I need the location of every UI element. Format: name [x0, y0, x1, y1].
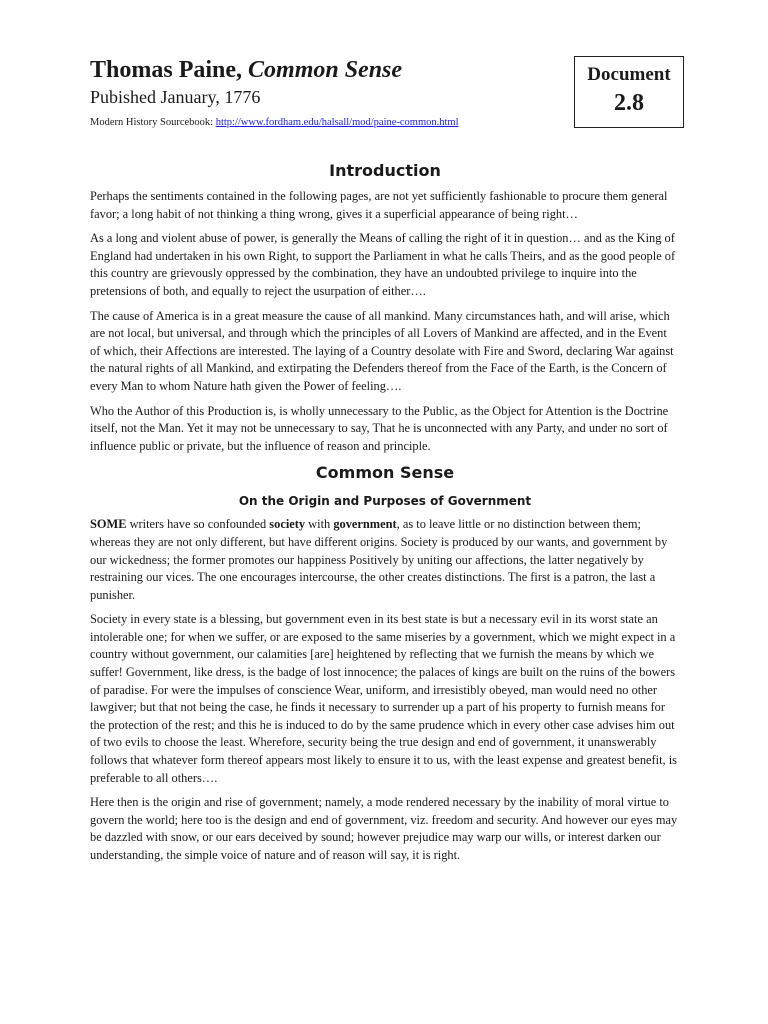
- society-term: society: [269, 517, 306, 532]
- work-title: Common Sense: [248, 57, 403, 83]
- p1-text-b: with: [305, 517, 334, 532]
- document-number-box: [574, 56, 684, 128]
- source-link[interactable]: http://www.fordham.edu/halsall/mod/paine-common.html: [215, 117, 459, 128]
- intro-paragraph-2: As a long and violent abuse of power, is generally the Means of calling the right of it in question… and as the King of England had undertaken in his own Right, to support the Parliament in what he calls Theirs, and as the good people of this country are grievously oppressed by the combination, they have an undoubted privilege to inquire into the pretensions of both, and equally to reject the usurpation of either….: [90, 231, 676, 298]
- source-line: [90, 116, 550, 130]
- introduction-heading: Introduction: [329, 161, 441, 180]
- common-sense-heading: Common Sense: [315, 463, 455, 483]
- published-date: Pubished January, 1776: [90, 87, 261, 107]
- document-body: [90, 160, 680, 872]
- intro-paragraph-3: The cause of America is in a great measure the cause of all mankind. Many circumstances hath, and will arise, which are not local, but universal, and through which the principles of all Lovers of Mankind are affected, and in the Event of which, their Affections are interested. The laying of a Country desolate with Fire and Sword, declaring War against the natural rights of all Mankind, and extirpating the Defenders thereof from the Face of the Earth, is the Concern of every Man to whom Nature hath given the Power of feeling….: [90, 308, 674, 393]
- common-sense-paragraph-1: [90, 516, 680, 604]
- document-number: 2.8: [614, 90, 644, 116]
- origin-subheading: On the Origin and Purposes of Government: [238, 494, 532, 509]
- government-term: government: [333, 517, 397, 532]
- author-name: Thomas Paine,: [90, 57, 249, 83]
- document-label: Document: [587, 64, 671, 85]
- common-sense-paragraph-2: Society in every state is a blessing, but government even in its best state is but a necessary evil in its worst state an intolerable one; for when we suffer, or are exposed to the same miseries by a government, which we might expect in a country without government, our calamities [are] heightened by reflecting that we furnish the means by which we suffer! Government, like dress, is the badge of lost innocence; the palaces of kings are built on the ruins of the bowers of paradise. For were the impulses of conscience Wear, uniform, and irresistibly obeyed, man would need no other lawgiver; but that not being the case, he finds it necessary to surrender up a part of his property to furnish means for the protection of the rest; and this he is induced to do by the same prudence which in every other case advises him out of two evils to choose the least. Wherefore, security being the true design and end of government, it unanswerably follows that whatever form thereof appears most likely to ensure it to us, with the least expense and greatest benefit, is preferable to all others….: [90, 612, 678, 785]
- document-title: [90, 56, 550, 84]
- lead-word: SOME: [90, 517, 127, 532]
- common-sense-paragraph-3: Here then is the origin and rise of government; namely, a mode rendered necessary by the inability of moral virtue to govern the world; here too is the design and end of government, viz. freedom and security. And however our eyes may be dazzled with snow, or our ears deceived by sound; however prejudice may warp our wills, or interest darken our understanding, the simple voice of nature and of reason will say, it is right.: [90, 795, 678, 862]
- intro-paragraph-1: Perhaps the sentiments contained in the following pages, are not yet sufficiently fashionable to procure them general favor; a long habit of not thinking a thing wrong, gives it a superficial appearance of being right…: [90, 189, 668, 221]
- source-label: Modern History Sourcebook:: [90, 117, 216, 128]
- document-header: [90, 56, 550, 130]
- p1-text-a: writers have so confounded: [126, 517, 270, 532]
- intro-paragraph-4: Who the Author of this Production is, is wholly unnecessary to the Public, as the Object for Attention is the Doctrine itself, not the Man. Yet it may not be unnecessary to say, That he is unconnected with any Party, and under no sort of influence public or private, but the influence of reason and principle.: [90, 403, 669, 453]
- p1-text-c: , as to leave little or no distinction between them; whereas they are not only different, but have different origins. Society is produced by our wants, and government by our wickedness; the former promotes our happiness Positively by uniting our affections, the latter negatively by restraining our vices. The one encourages intercourse, the other creates distinctions. The first is a patron, the last a punisher.: [90, 517, 668, 602]
